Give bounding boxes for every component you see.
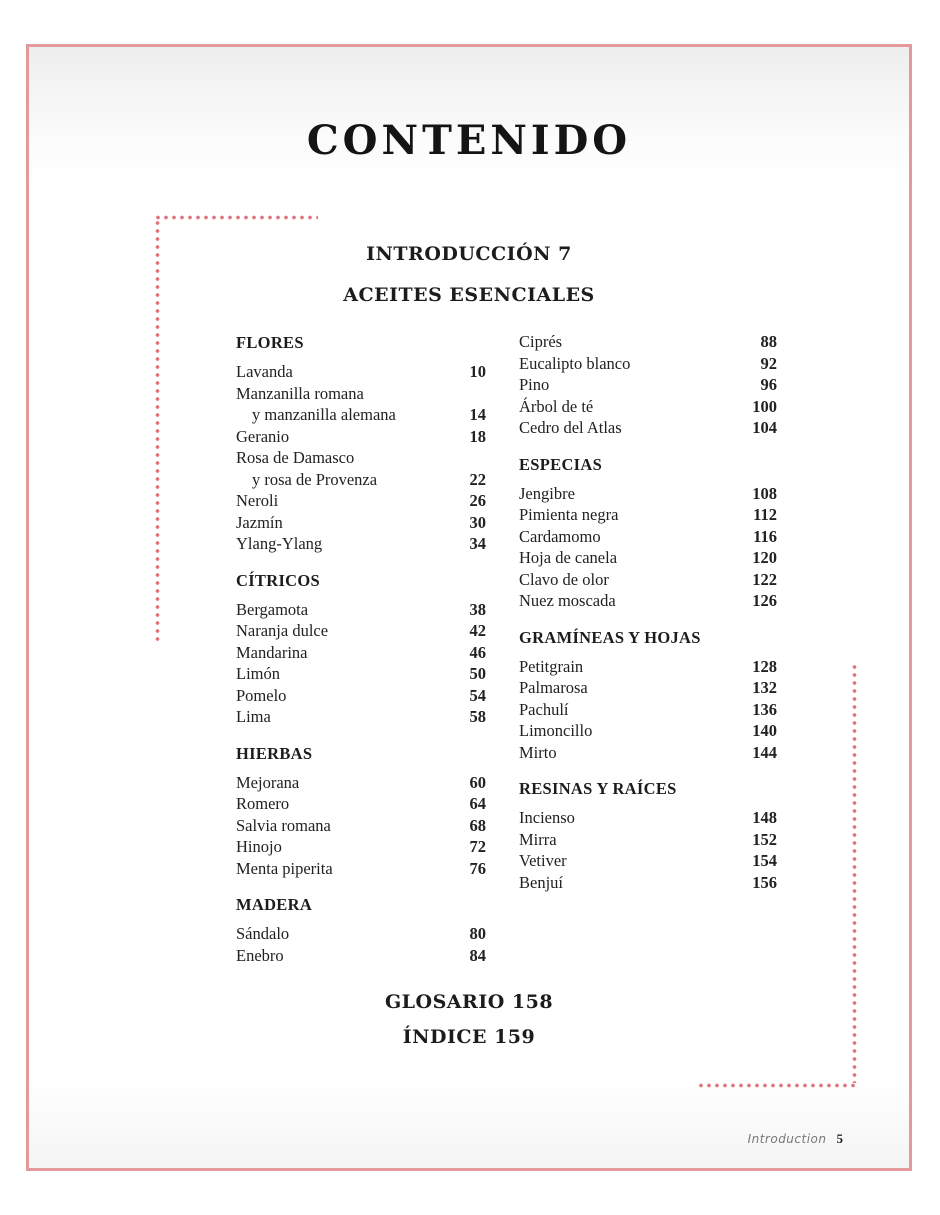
toc-entry — [236, 923, 486, 945]
toc-entry-page: 18 — [469, 426, 486, 446]
toc-entry — [236, 945, 486, 967]
toc-entry — [236, 793, 486, 815]
toc-entry — [519, 656, 777, 678]
toc-entry-name: Incienso — [519, 808, 575, 827]
toc-entry — [236, 815, 486, 837]
toc-entry — [236, 361, 486, 383]
toc-entry-page: 136 — [752, 699, 777, 719]
toc-entry-page: 104 — [752, 418, 777, 437]
toc-entry-name: Petitgrain — [519, 656, 584, 676]
toc-entry — [519, 699, 777, 721]
glosario-entry: GLOSARIO 158 — [384, 991, 554, 1013]
toc-entry-name: Limón — [236, 664, 280, 683]
toc-entry-name: Vetiver — [519, 851, 567, 870]
section-heading: HIERBAS — [236, 743, 313, 763]
toc-entry — [519, 872, 777, 894]
toc-entry-page: 128 — [752, 656, 777, 676]
toc-entry — [236, 447, 486, 469]
toc-entry-name: Ylang-Ylang — [236, 534, 323, 553]
toc-entry — [236, 858, 486, 880]
toc-entry-name: Pachulí — [519, 699, 569, 719]
toc-entry-page: 42 — [469, 621, 486, 640]
toc-entry-page: 68 — [469, 815, 486, 835]
toc-entry-page: 76 — [469, 858, 486, 878]
toc-entry-name: Menta piperita — [236, 858, 333, 878]
footer-page-number: 5 — [836, 1131, 843, 1146]
toc-entry — [519, 547, 777, 569]
toc-entry — [236, 490, 486, 512]
toc-entry — [519, 590, 777, 612]
toc-entry-page: 22 — [469, 469, 486, 489]
toc-entry-name: Mejorana — [236, 772, 300, 792]
toc-entry-name: Salvia romana — [236, 815, 331, 835]
toc-entry-name: Mandarina — [236, 642, 308, 662]
toc-entry-page: 26 — [469, 491, 486, 510]
toc-entry-name: Pomelo — [236, 685, 287, 705]
toc-entry — [519, 353, 777, 375]
page-title: CONTENIDO — [306, 117, 632, 164]
toc-entry-page: 96 — [760, 375, 777, 394]
toc-entry-name: Cardamomo — [519, 526, 601, 546]
footer-label: Introduction — [747, 1132, 827, 1146]
toc-entry-page: 58 — [469, 707, 486, 726]
toc-entry-name: Mirra — [519, 829, 557, 849]
toc-entry — [236, 383, 486, 405]
toc-entry-page: 84 — [469, 945, 486, 965]
toc-entry — [519, 677, 777, 699]
toc-entry-name: Limoncillo — [519, 721, 593, 740]
toc-entry-name: Pino — [519, 375, 550, 394]
toc-entry — [519, 569, 777, 591]
toc-entry-page: 156 — [752, 872, 777, 892]
toc-entry-name: Enebro — [236, 945, 284, 965]
toc-entry — [519, 504, 777, 526]
dotted-border-right — [852, 663, 857, 1083]
toc-entry-name: Pimienta negra — [519, 505, 619, 524]
toc-entry — [519, 417, 777, 439]
toc-entry — [236, 404, 486, 426]
toc-entry-page: 92 — [760, 353, 777, 373]
toc-entry-page: 154 — [752, 851, 777, 870]
toc-entry — [236, 836, 486, 858]
toc-entry-page: 132 — [752, 678, 777, 697]
toc-entry — [236, 512, 486, 534]
toc-entry-page: 120 — [752, 548, 777, 567]
toc-entry-name: Palmarosa — [519, 678, 588, 697]
toc-entry-name: Mirto — [519, 742, 557, 762]
book-page — [26, 44, 912, 1171]
toc-entry-page: 140 — [752, 721, 777, 740]
intro-entry: INTRODUCCIÓN 7 — [366, 243, 572, 265]
toc-entry-name: Árbol de té — [519, 396, 594, 416]
toc-entry — [236, 642, 486, 664]
toc-entry — [519, 850, 777, 872]
toc-entry-page: 116 — [753, 526, 777, 546]
toc-entry-name: Hinojo — [236, 837, 282, 856]
toc-entry-page: 30 — [469, 512, 486, 532]
page-footer — [748, 1131, 843, 1147]
toc-entry-name: y rosa de Provenza — [252, 469, 378, 489]
toc-entry-page: 152 — [752, 829, 777, 849]
toc-entry-name: Jazmín — [236, 512, 283, 532]
toc-entry-page: 72 — [469, 837, 486, 856]
toc-entry-page: 126 — [752, 591, 777, 610]
toc-entry-page: 14 — [469, 405, 486, 424]
section-heading: CÍTRICOS — [236, 570, 321, 590]
toc-entry-page: 64 — [469, 794, 486, 813]
toc-entry-page: 46 — [469, 642, 486, 662]
toc-entry-page: 144 — [752, 742, 777, 762]
toc-entry — [519, 374, 777, 396]
toc-entry-page: 38 — [469, 599, 486, 619]
toc-entry — [236, 620, 486, 642]
section-heading: ESPECIAS — [519, 454, 603, 474]
toc-entry — [236, 599, 486, 621]
toc-entry — [519, 807, 777, 829]
toc-entry — [519, 742, 777, 764]
toc-entry — [519, 483, 777, 505]
toc-entry-page: 34 — [469, 534, 486, 553]
toc-entry-page: 100 — [752, 396, 777, 416]
toc-entry-page: 112 — [753, 505, 777, 524]
toc-entry-page: 10 — [469, 362, 486, 381]
toc-entry-name: Bergamota — [236, 599, 309, 619]
toc-entry — [519, 331, 777, 353]
toc-entry-name: Lima — [236, 707, 271, 726]
toc-entry-page: 50 — [469, 664, 486, 683]
toc-entry-name: Romero — [236, 794, 290, 813]
indice-entry: ÍNDICE 159 — [402, 1026, 536, 1048]
toc-entry-name: Cedro del Atlas — [519, 418, 622, 437]
toc-entry-page: 80 — [469, 924, 486, 943]
toc-entry-page: 122 — [752, 569, 777, 589]
toc-entry — [236, 772, 486, 794]
toc-entry-page: 60 — [469, 772, 486, 792]
toc-entry — [519, 396, 777, 418]
toc-entry-page: 88 — [760, 332, 777, 351]
section-main-heading: ACEITES ESENCIALES — [343, 284, 595, 306]
toc-entry-name: Clavo de olor — [519, 569, 609, 589]
toc-entry-name: Lavanda — [236, 362, 293, 381]
dotted-border-left — [155, 219, 160, 643]
toc-entry-name: Neroli — [236, 491, 279, 510]
dotted-border-bottom — [697, 1083, 857, 1088]
toc-entry — [236, 706, 486, 728]
toc-entry-name: Naranja dulce — [236, 621, 329, 640]
toc-entry-name: Rosa de Damasco — [236, 448, 355, 467]
toc-entry-name: Hoja de canela — [519, 548, 618, 567]
section-heading: FLORES — [236, 333, 304, 352]
section-heading: RESINAS Y RAÍCES — [519, 779, 677, 798]
toc-entry-name: Eucalipto blanco — [519, 353, 631, 373]
toc-entry-name: Nuez moscada — [519, 591, 616, 610]
toc-entry-name: Sándalo — [236, 924, 290, 943]
toc-entry-page: 148 — [752, 808, 777, 827]
dotted-border-top — [154, 215, 318, 220]
toc-entry — [519, 829, 777, 851]
toc-entry-name: Manzanilla romana — [236, 383, 364, 403]
toc-entry — [236, 469, 486, 491]
toc-entry-name: y manzanilla alemana — [252, 405, 396, 424]
toc-entry — [236, 426, 486, 448]
toc-entry — [519, 526, 777, 548]
toc-entry — [236, 685, 486, 707]
section-heading: MADERA — [236, 895, 313, 914]
toc-entry-name: Geranio — [236, 426, 290, 446]
toc-entry-page: 54 — [469, 685, 486, 705]
toc-entry — [236, 663, 486, 685]
toc-entry-page: 108 — [752, 483, 777, 503]
toc-entry-name: Jengibre — [519, 483, 575, 503]
toc-entry — [519, 720, 777, 742]
toc-entry-name: Ciprés — [519, 332, 563, 351]
toc-entry — [236, 533, 486, 555]
section-heading: GRAMÍNEAS Y HOJAS — [519, 627, 701, 647]
toc-entry-name: Benjuí — [519, 872, 563, 892]
